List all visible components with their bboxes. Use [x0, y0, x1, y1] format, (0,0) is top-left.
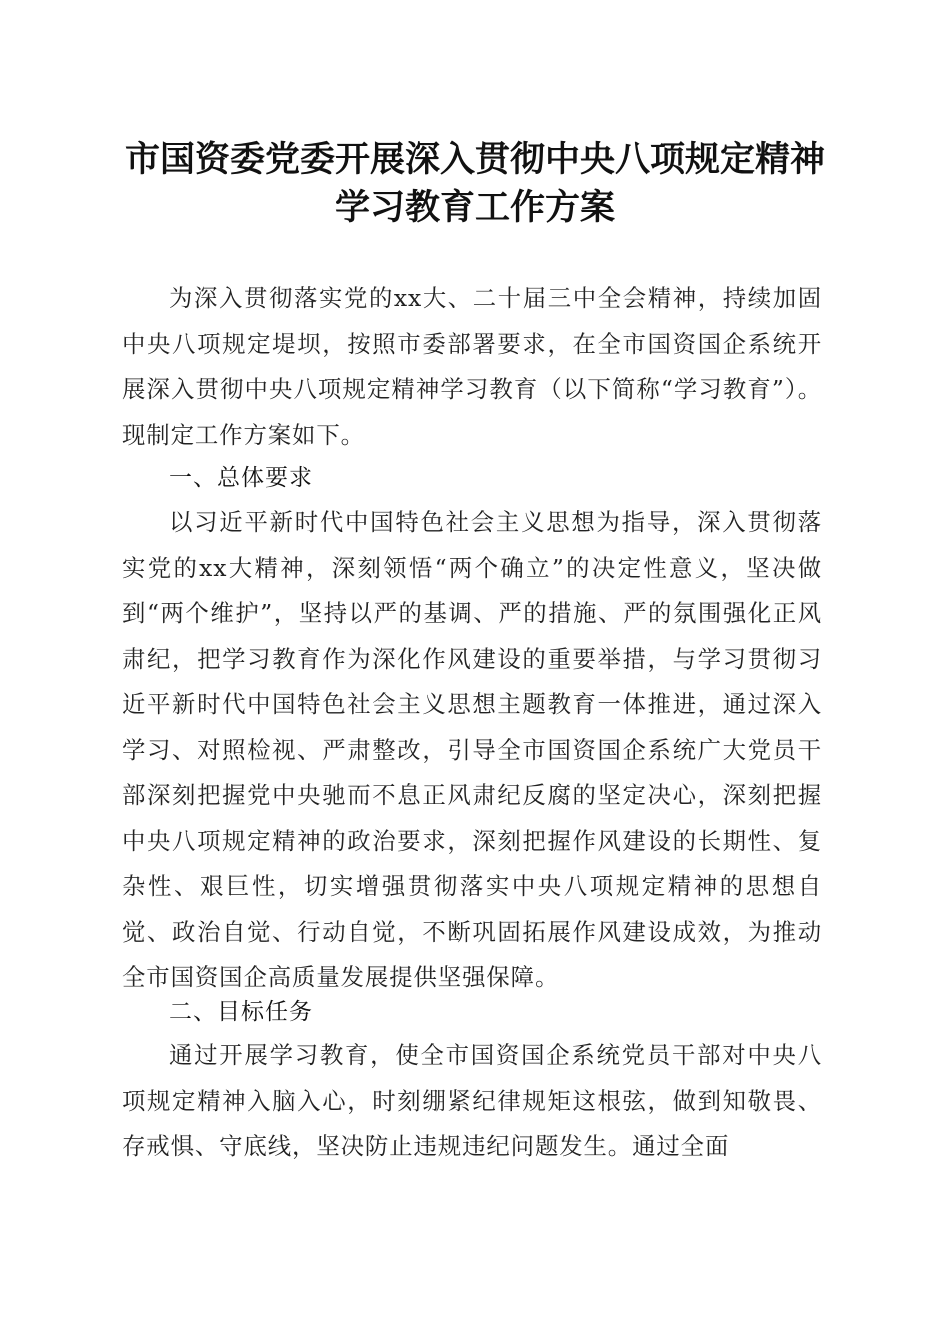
section-1-heading: 一、总体要求	[169, 465, 313, 491]
section-1-paragraph: 以习近平新时代中国特色社会主义思想为指导，深入贯彻落实党的xx大精神，深刻领悟“两个确立”的决定性意义，坚决做到“两个维护”，坚持以严的基调、严的措施、严的氛围强化正风肃纪，把学习教育作为深化作风建设的重要举措，与学习贯彻习近平新时代中国特色社会主义思想主题教育一体推进，通过深入学习、对照检视、严肃整改，引导全市国资国企系统广大党员干部深刻把握党中央驰而不息正风肃纪反腐的坚定决心，深刻把握中央八项规定精神的政治要求，深刻把握作风建设的长期性、复杂性、艰巨性，切实增强贯彻落实中央八项规定精神的思想自觉、政治自觉、行动自觉，不断巩固拓展作风建设成效，为推动全市国资国企高质量发展提供坚强保障。	[122, 508, 822, 991]
section-2-paragraph: 通过开展学习教育，使全市国资国企系统党员干部对中央八项规定精神入脑入心，时刻绷紧纪律规矩这根弦，做到知敬畏、存戒惧、守底线，坚决防止违规违纪问题发生。通过全面	[122, 1041, 822, 1160]
section-2-heading: 二、目标任务	[169, 999, 313, 1025]
intro-paragraph: 为深入贯彻落实党的xx大、二十届三中全会精神，持续加固中央八项规定堤坝，按照市委部署要求，在全市国资国企系统开展深入贯彻中央八项规定精神学习教育（以下简称“学习教育”）。现制定工作方案如下。	[122, 284, 822, 449]
document-title-line-1: 市国资委党委开展深入贯彻中央八项规定精神	[124, 139, 825, 180]
document-title-line-2: 学习教育工作方案	[334, 187, 615, 228]
